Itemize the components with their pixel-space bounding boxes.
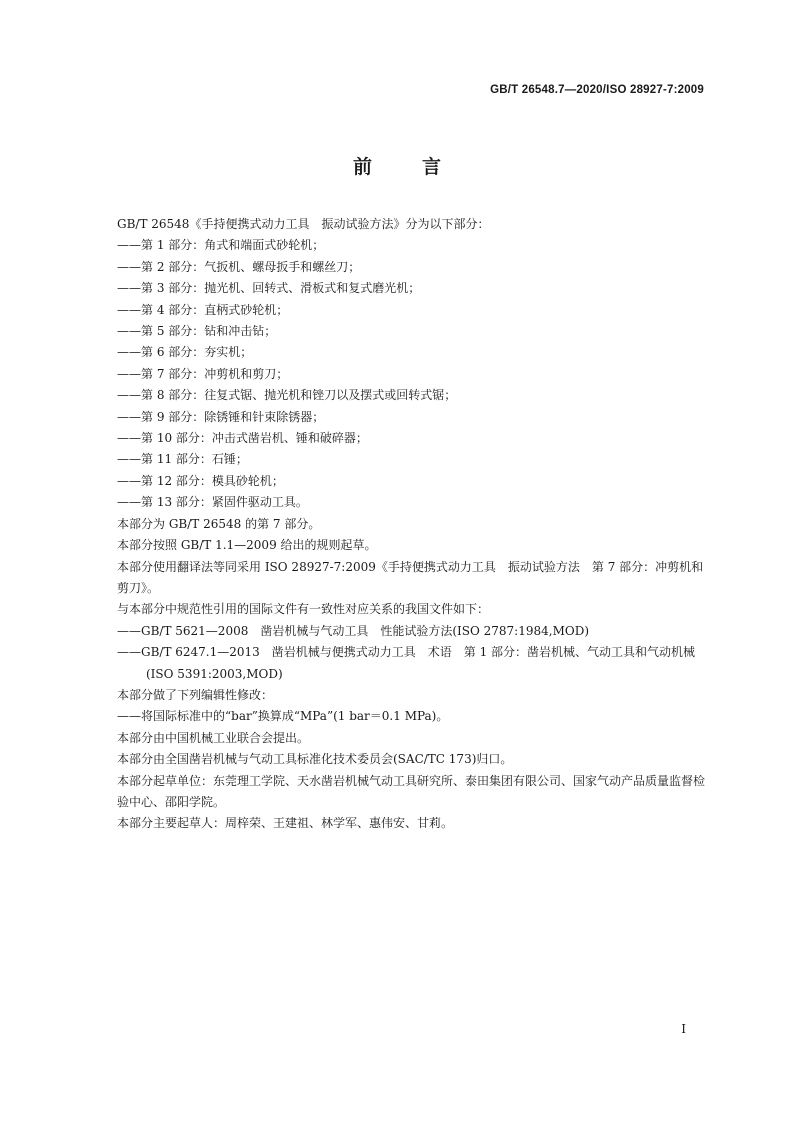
proposed-paragraph: 本部分由中国机械工业联合会提出。 [117, 730, 310, 745]
part-item: ——第 10 部分：冲击式凿岩机、锤和破碎器； [117, 431, 368, 446]
part-item: ——第 12 部分：模具砂轮机； [117, 473, 284, 488]
part-item: ——第 7 部分：冲剪机和剪刀； [117, 366, 289, 381]
part-item: ——第 4 部分：直柄式砂轮机； [117, 302, 289, 317]
edit-item: ——将国际标准中的“bar”换算成“MPa”(1 bar＝0.1 MPa)。 [117, 709, 449, 724]
part-item: ——第 3 部分：抛光机、回转式、滑板式和复式磨光机； [117, 281, 421, 296]
document-body [90, 214, 707, 835]
standard-number: GB/T 26548.7—2020/ISO 28927-7:2009 [490, 84, 704, 96]
part-item: ——第 6 部分：夯实机； [117, 345, 253, 360]
intro-paragraph: GB/T 26548《手持便携式动力工具 振动试验方法》分为以下部分： [117, 217, 490, 231]
edits-intro: 本部分做了下列编辑性修改： [117, 687, 274, 702]
page-number: I [681, 1022, 686, 1036]
drafting-units-paragraph: 本部分起草单位：东莞理工学院、天水凿岩机械气动工具研究所、泰田集团有限公司、国家气动产品质量监督检验中心、邵阳学院。 [117, 773, 706, 809]
managed-paragraph: 本部分由全国凿岩机械与气动工具标准化技术委员会(SAC/TC 173)归口。 [117, 752, 513, 767]
drafters-paragraph: 本部分主要起草人：周梓荣、王建祖、林学军、惠伟安、甘莉。 [117, 816, 454, 831]
references-intro: 与本部分中规范性引用的国际文件有一致性对应关系的我国文件如下： [117, 602, 490, 617]
rules-paragraph: 本部分按照 GB/T 1.1—2009 给出的规则起草。 [117, 538, 377, 553]
part7-paragraph: 本部分为 GB/T 26548 的第 7 部分。 [117, 516, 321, 531]
reference-item: ——GB/T 6247.1—2013 凿岩机械与便携式动力工具 术语 第 1 部分：凿岩机械、气动工具和气动机械(ISO 5391:2003,MOD) [117, 645, 696, 681]
title-char-2: 言 [422, 156, 442, 178]
part-item: ——第 9 部分：除锈锤和针束除锈器； [117, 409, 325, 424]
part-item: ——第 13 部分：紧固件驱动工具。 [117, 495, 308, 510]
part-item: ——第 5 部分：钻和冲击钻； [117, 324, 277, 339]
title-char-1: 前 [352, 156, 372, 178]
reference-item: ——GB/T 5621—2008 凿岩机械与气动工具 性能试验方法(ISO 2787:1984,MOD) [117, 623, 590, 638]
part-item: ——第 8 部分：往复式锯、抛光机和锉刀以及摆式或回转式锯； [117, 388, 457, 403]
page-title [0, 152, 794, 179]
part-item: ——第 2 部分：气扳机、螺母扳手和螺丝刀； [117, 259, 361, 274]
part-item: ——第 11 部分：石锤； [117, 452, 248, 467]
translation-paragraph: 本部分使用翻译法等同采用 ISO 28927-7:2009《手持便携式动力工具 振动试验方法 第 7 部分：冲剪机和剪刀》。 [117, 559, 704, 595]
part-item: ——第 1 部分：角式和端面式砂轮机； [117, 238, 325, 253]
